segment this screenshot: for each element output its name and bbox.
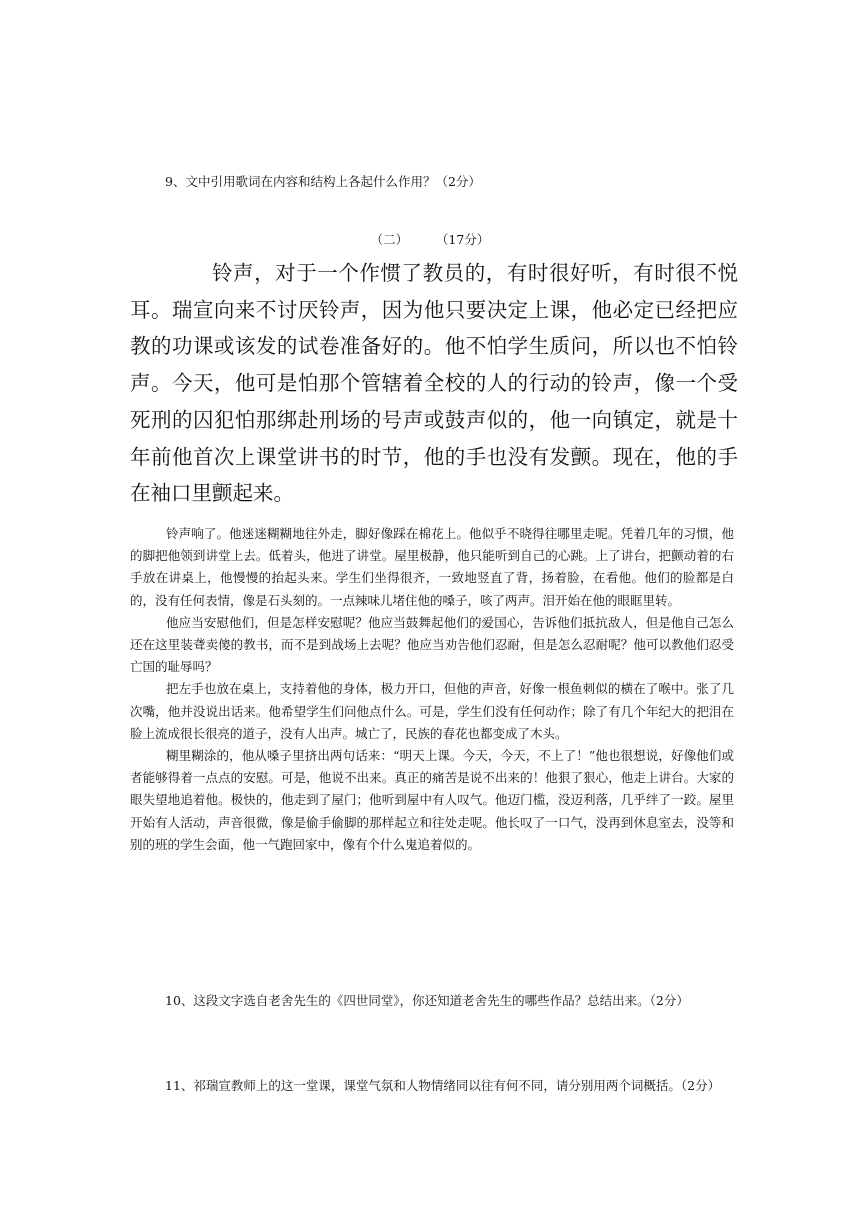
passage-paragraph-3: 把左手也放在桌上，支持着他的身体，极力开口，但他的声音，好像一根鱼刺似的横在了喉中。张了几次嘴，他并没说出话来。他希望学生们问他点什么。可是，学生们没有任何动作；除了有几个年纪大的把泪在脸上流成很长很亮的道子，没有人出声。城亡了，民族的春花也都变成了木头。 xyxy=(130,681,734,741)
question-10: 10、这段文字选自老舍先生的《四世同堂》，你还知道老舍先生的哪些作品？总结出来。（2分） xyxy=(165,993,689,1008)
passage-paragraph-1: 铃声响了。他迷迷糊糊地往外走，脚好像踩在棉花上。他似乎不晓得往哪里走呢。凭着几年的习惯，他的脚把他领到讲堂上去。低着头，他进了讲堂。屋里极静，他只能听到自己的心跳。上了讲台，把颤动着的右手放在讲桌上，他慢慢的抬起头来。学生们坐得很齐，一致地竖直了背，扬着脸，在看他。他们的脸都是白的，没有任何表情，像是石头刻的。一点辣味儿堵住他的嗓子，咳了两声。泪开始在他的眼眶里转。 xyxy=(130,526,734,608)
question-11: 11、祁瑞宣教师上的这一堂课，课堂气氛和人物情绪同以往有何不同，请分别用两个词概括。（2分） xyxy=(165,1078,721,1093)
section-heading xyxy=(0,230,860,250)
passage-paragraph-2: 他应当安慰他们，但是怎样安慰呢？他应当鼓舞起他们的爱国心，告诉他们抵抗敌人，但是他自己怎么还在这里装聋卖傻的教书，而不是到战场上去呢？他应当劝告他们忍耐，但是怎么忍耐呢？他可以教他们忍受亡国的耻辱吗？ xyxy=(130,614,734,675)
question-9: 9、文中引用歌词在内容和结构上各起什么作用？（2分） xyxy=(165,174,481,189)
passage-small-text xyxy=(130,523,734,856)
passage-large-text: 铃声，对于一个作惯了教员的，有时很好听，有时很不悦耳。瑞宣向来不讨厌铃声，因为他只要决定上课，他必定已经把应教的功课或该发的试卷准备好的。他不怕学生质问，所以也不怕铃声。今天，他可是怕那个管辖着全校的人的行动的铃声，像一个受死刑的囚犯怕那绑赴刑场的号声或鼓声似的，他一向镇定，就是十年前他首次上课堂讲书的时节，他的手也没有发颤。现在，他的手在袖口里颤起来。 xyxy=(130,261,738,506)
section-score: （17分） xyxy=(442,232,490,247)
passage-paragraph-4: 糊里糊涂的，他从嗓子里挤出两句话来：“明天上课。今天，今天，不上了！”他也很想说，好像他们或者能够得着一点点的安慰。可是，他说不出来。真正的痛苦是说不出来的！他狠了狠心，他走上讲台。大家的眼失望地追着他。极快的，他走到了屋门；他听到屋中有人叹气。他迈门槛，没迈利落，几乎绊了一跤。屋里开始有人活动，声音很微，像是偷手偷脚的那样起立和往处走呢。他长叹了一口气，没再到休息室去，没等和别的班的学生会面，他一气跑回家中，像有个什么鬼追着似的。 xyxy=(130,748,734,852)
section-label: （二） xyxy=(370,232,409,247)
